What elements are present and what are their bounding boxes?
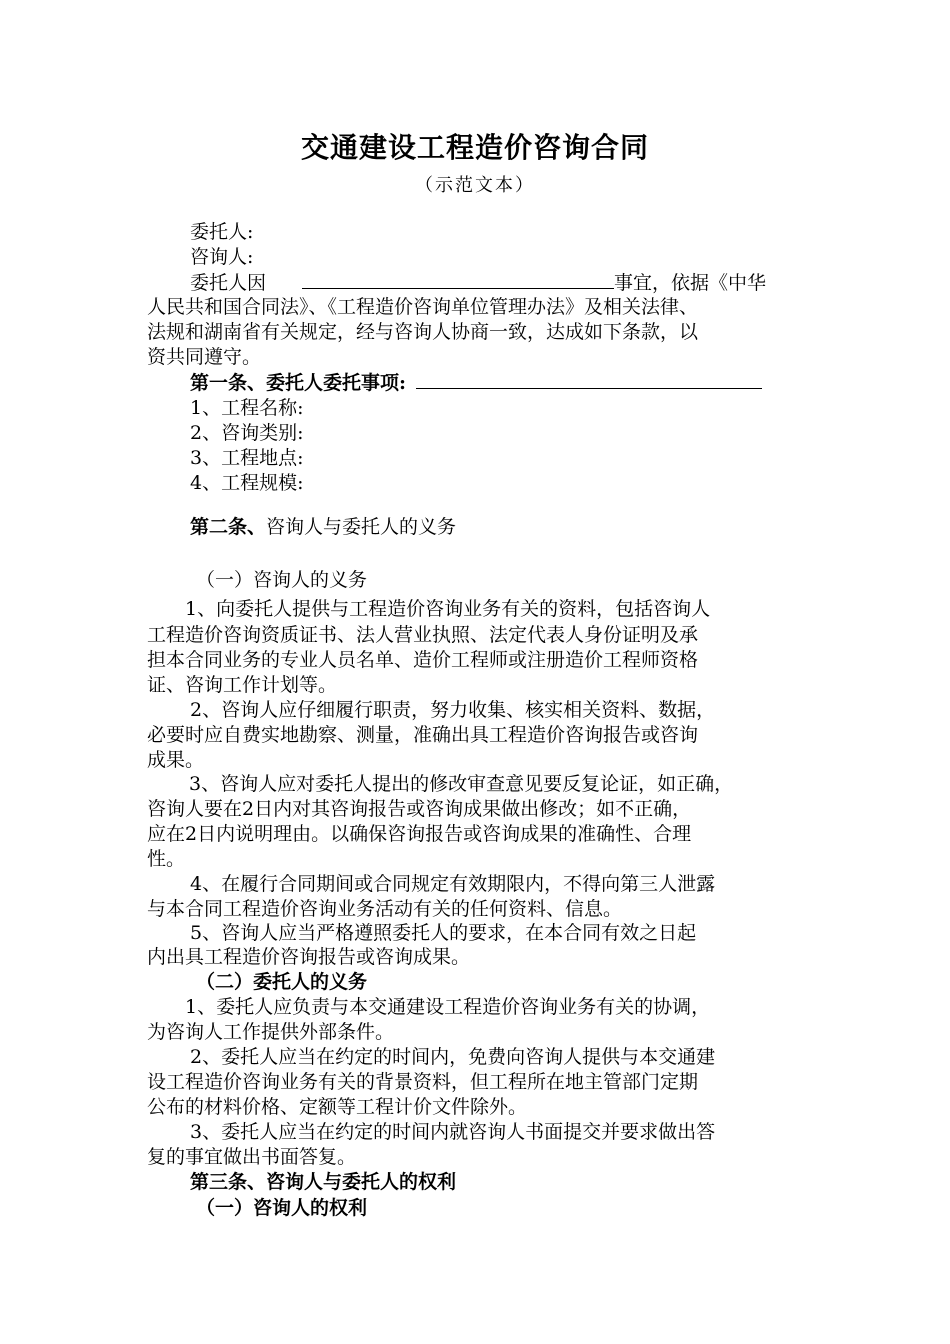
consult-type-item: 2、咨询类别: — [190, 422, 304, 444]
paragraph-line: 公布的材料价格、定额等工程计价文件除外。 — [147, 1096, 528, 1118]
paragraph-line: 担本合同业务的专业人员名单、造价工程师或注册造价工程师资格 — [147, 649, 699, 671]
paragraph-line: 性。 — [147, 848, 186, 870]
paragraph-text: 委托人因 — [190, 272, 267, 294]
document-title: 交通建设工程造价咨询合同 — [300, 131, 649, 164]
paragraph-line: 资共同遵守。 — [147, 346, 262, 368]
paragraph-line: 与本合同工程造价咨询业务活动有关的任何资料、信息。 — [147, 898, 623, 920]
entrusted-matter-blank[interactable] — [416, 370, 762, 389]
section-heading: （一）咨询人的权利 — [196, 1197, 368, 1219]
paragraph-line — [190, 270, 766, 295]
article-3-heading: 第三条、咨询人与委托人的权利 — [190, 1171, 457, 1193]
article-1-heading — [190, 370, 762, 395]
paragraph-line: 证、咨询工作计划等。 — [147, 674, 338, 696]
section-heading: （二）委托人的义务 — [196, 971, 368, 993]
paragraph-line: 为咨询人工作提供外部条件。 — [147, 1021, 395, 1043]
client-label: 委托人: — [190, 221, 254, 243]
paragraph-line: 应在2日内说明理由。以确保咨询报告或咨询成果的准确性、合理 — [147, 823, 692, 845]
matter-blank[interactable] — [302, 270, 614, 289]
article-1-title: 第一条、委托人委托事项: — [190, 372, 407, 394]
paragraph-line: 3、委托人应当在约定的时间内就咨询人书面提交并要求做出答 — [190, 1121, 716, 1143]
paragraph-line: 人民共和国合同法》、《工程造价咨询单位管理办法》及相关法律、 — [147, 296, 699, 318]
document-subtitle: （示范文本） — [415, 175, 535, 196]
paragraph-line: 3、咨询人应对委托人提出的修改审查意见要反复论证，如正确， — [189, 773, 734, 795]
paragraph-line: 工程造价咨询资质证书、法人营业执照、法定代表人身份证明及承 — [147, 624, 699, 646]
project-scale-item: 4、工程规模: — [190, 472, 304, 494]
article-2-number: 第二条、 — [190, 516, 267, 538]
paragraph-line: 咨询人要在2日内对其咨询报告或咨询成果做出修改；如不正确， — [147, 798, 692, 820]
project-location-item: 3、工程地点: — [190, 447, 304, 469]
paragraph-text: 事宜，依据《中华 — [614, 272, 767, 294]
paragraph-line: 法规和湖南省有关规定，经与咨询人协商一致，达成如下条款，以 — [147, 321, 699, 343]
section-heading: （一）咨询人的义务 — [196, 569, 368, 591]
paragraph-line: 5、咨询人应当严格遵照委托人的要求，在本合同有效之日起 — [190, 922, 697, 944]
article-2-heading — [190, 515, 456, 539]
paragraph-line: 必要时应自费实地勘察、测量，准确出具工程造价咨询报告或咨询 — [147, 724, 699, 746]
paragraph-line: 内出具工程造价咨询报告或咨询成果。 — [147, 946, 471, 968]
paragraph-line: 4、在履行合同期间或合同规定有效期限内，不得向第三人泄露 — [190, 873, 716, 895]
paragraph-line: 复的事宜做出书面答复。 — [147, 1146, 357, 1168]
paragraph-line: 2、委托人应当在约定的时间内，免费向咨询人提供与本交通建 — [190, 1046, 716, 1068]
project-name-item: 1、工程名称: — [190, 397, 304, 419]
paragraph-line: 2、咨询人应仔细履行职责，努力收集、核实相关资料、数据， — [190, 699, 716, 721]
consultant-label: 咨询人: — [190, 246, 254, 268]
article-2-title: 咨询人与委托人的义务 — [266, 516, 457, 538]
paragraph-line: 成果。 — [147, 749, 205, 771]
paragraph-line: 1、向委托人提供与工程造价咨询业务有关的资料，包括咨询人 — [185, 598, 711, 620]
paragraph-line: 设工程造价咨询业务有关的背景资料，但工程所在地主管部门定期 — [147, 1071, 699, 1093]
paragraph-line: 1、委托人应负责与本交通建设工程造价咨询业务有关的协调， — [185, 996, 711, 1018]
